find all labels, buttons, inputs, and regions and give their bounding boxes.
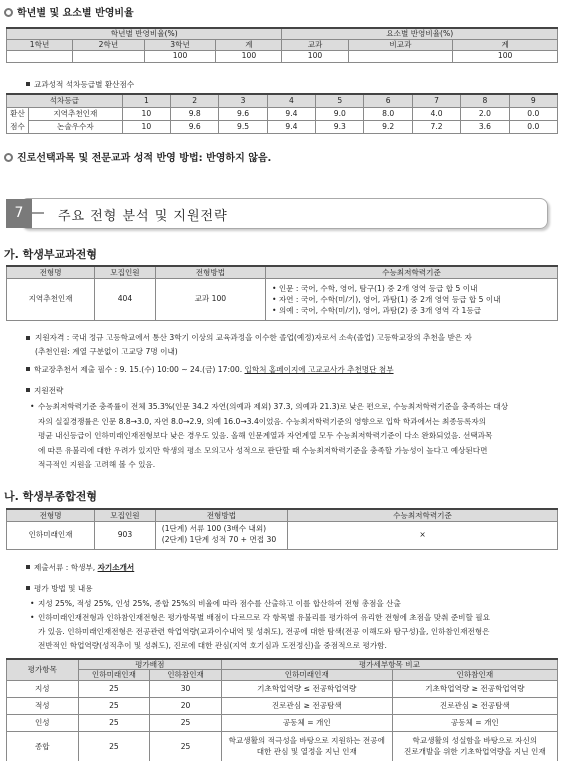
col-nonsubject: 비교과 — [348, 39, 453, 50]
cell: 공동체 = 개인 — [221, 714, 392, 731]
eval-compare-header: 평가세부항목 비교 — [221, 659, 557, 670]
eval-table — [6, 658, 558, 761]
col-2nd-grade: 2학년 — [73, 39, 145, 50]
cell: 25 — [78, 680, 150, 697]
grade-col: 9 — [509, 94, 557, 107]
cell: 7.2 — [412, 120, 460, 133]
cell-line: 학교생활의 성실함을 바탕으로 자신의 — [412, 736, 538, 746]
grade-col: 4 — [267, 94, 315, 107]
grade-col: 7 — [412, 94, 460, 107]
strategy-line: 에 따른 유불리에 대한 우려가 있지만 학생의 평소 모의고사 성적으로 판단할 때 수능최저학력기준을 충족할 가능성이 높다고 예상된다면 — [38, 445, 488, 455]
qual-line-1: 지원자격 : 국내 정규 고등학교에서 통산 3학기 이상의 교육과정을 이수한 졸업(예정)자로서 소속(졸업) 고등학교장의 추천을 받은 자 — [35, 333, 472, 342]
side-label: 점수 — [7, 120, 29, 133]
grade-col: 8 — [461, 94, 509, 107]
criteria-line: • 의예 : 국어, 수학(미/기), 영어, 과탐(2) 중 3개 영역 각 1등급 — [271, 305, 482, 315]
ratio-table-wrap — [6, 27, 558, 63]
eval-points-header: 평가배점 — [78, 659, 221, 670]
cell: 3.6 — [461, 120, 509, 133]
cell: 9.5 — [219, 120, 267, 133]
square-bullet-icon — [26, 586, 30, 590]
sub-header: 인하미래인재 — [78, 670, 150, 680]
ga-deadline: 학교장추천서 제출 필수 : 9. 15.(수) 10:00 ~ 24.(금) 17:00. 입학처 홈페이지에 고교교사가 추천명단 첨부 — [26, 364, 394, 375]
col-3rd-grade: 3학년 — [144, 39, 216, 50]
cell: 100 — [144, 50, 216, 62]
admission-method: 교과 100 — [155, 278, 265, 320]
square-bullet-icon — [26, 565, 30, 569]
criteria-line: • 자연 : 국어, 수학(미/기), 영어, 과탐(1) 중 2개 영역 등급 합 5 이내 — [271, 294, 501, 304]
ring-bullet-icon — [4, 153, 13, 162]
grade-col: 5 — [316, 94, 364, 107]
col-element-total: 계 — [453, 39, 558, 50]
cell: 25 — [150, 731, 222, 761]
cell: 100 — [453, 50, 558, 62]
cell: 25 — [78, 731, 150, 761]
cell: 공동체 = 개인 — [392, 714, 557, 731]
cell: 8.0 — [364, 107, 412, 120]
row-name: 논술우수자 — [29, 120, 123, 133]
cell: 9.2 — [364, 120, 412, 133]
cell: 100 — [282, 50, 348, 62]
ga-strategy-title: 지원전략 — [26, 385, 63, 396]
header-cell: 전형명 — [7, 509, 95, 521]
cell — [73, 50, 145, 62]
cell: 9.3 — [316, 120, 364, 133]
element-ratio-group: 요소별 반영비율(%) — [282, 28, 558, 39]
strategy-line: 평균 내신등급이 인하미래인재전형보다 낮은 경우도 있음. 올해 인문계열과 자연계열 모두 수능최저학력기준이 다소 완화되었음. 선택과목 — [38, 431, 493, 440]
eval-line: 인하미래인재전형과 인하참인재전형은 평가항목별 배점이 다르므로 각 항목별 유불리를 평가하여 유리한 전형에 초점을 맞춰 준비할 필요 — [38, 613, 490, 622]
grade-ratio-group: 학년별 반영비율(%) — [7, 28, 282, 39]
item-name: 지성 — [7, 680, 79, 697]
na-heading: 나. 학생부종합전형 — [4, 490, 98, 503]
header-cell: 모집인원 — [95, 509, 156, 521]
cell — [7, 50, 73, 62]
square-bullet-icon — [26, 367, 30, 371]
cell: 진로관심 ≥ 전공탐색 — [392, 697, 557, 714]
cell: 기초학업역량 ≥ 전공학업역량 — [392, 680, 557, 697]
cell: 2.0 — [461, 107, 509, 120]
ga-table-wrap — [6, 265, 558, 321]
cell: 25 — [150, 714, 222, 731]
col-grade-total: 계 — [216, 39, 282, 50]
ratio-table — [6, 27, 558, 63]
na-table-wrap — [6, 508, 558, 550]
cell: 30 — [150, 680, 222, 697]
item-name: 종합 — [7, 731, 79, 761]
cell: 9.4 — [267, 107, 315, 120]
conversion-table-wrap — [6, 93, 558, 134]
cell-line: 학교생활의 적극성을 바탕으로 지원하는 전공에 — [228, 736, 385, 746]
header-cell: 전형방법 — [155, 509, 287, 521]
cell-line: 대한 관심 및 열정을 지닌 인재 — [256, 747, 357, 757]
cell: 진로관심 ≥ 전공탐색 — [221, 697, 392, 714]
banner-title: 주요 전형 분석 및 지원전략 — [58, 209, 228, 224]
elective-heading: 진로선택과목 및 전문교과 성적 반영 방법: 반영하지 않음. — [4, 149, 271, 164]
cell — [221, 731, 392, 761]
cell: 20 — [150, 697, 222, 714]
admission-count: 903 — [95, 521, 156, 549]
na-documents: 제출서류 : 학생부, 자기소개서 — [26, 562, 134, 573]
eval-line: 전반적인 학업역량(성적추이 및 성취도), 진로에 대한 관심(지역 호기심과 도전정신)을 중점적으로 평가함. — [38, 641, 387, 650]
rank-grade-label: 석차등급 — [7, 94, 123, 107]
cell-line: 진로개발을 위한 기초학업역량을 지닌 인재 — [403, 747, 546, 757]
cell — [348, 50, 453, 62]
sub-header: 인하참인재 — [392, 670, 557, 680]
strategy-line: 자의 실질경쟁률은 인문 8.8→3.0, 자연 8.0→2.9, 의예 16.0→3.4이었음. 수능최저학력기준의 영향으로 입학 학과에서는 최종등록자의 — [38, 416, 487, 426]
admission-name: 인하미래인재 — [7, 521, 95, 549]
admission-name: 지역추천인재 — [7, 278, 95, 320]
cell: 4.0 — [412, 107, 460, 120]
strategy-line: 수능최저학력기준 충족률이 전체 35.3%(인문 34.2 자연(의예과 제외) 37.3, 의예과 21.3)로 낮은 편으로, 수능최저학력기준을 충족하는 대상 — [38, 402, 509, 411]
cell: 9.0 — [316, 107, 364, 120]
cell: 100 — [216, 50, 282, 62]
min-criteria: × — [288, 521, 558, 549]
na-eval-title: 평가 방법 및 내용 — [26, 583, 93, 594]
square-bullet-icon — [26, 388, 30, 392]
grade-col: 3 — [219, 94, 267, 107]
sub-header: 인하미래인재 — [221, 670, 392, 680]
cell: 25 — [78, 714, 150, 731]
cell: 9.8 — [171, 107, 219, 120]
cell — [392, 731, 557, 761]
header-cell: 수능최저학력기준 — [265, 266, 557, 278]
sub-header: 인하참인재 — [150, 670, 222, 680]
header-cell: 전형명 — [7, 266, 95, 278]
criteria-line: • 인문 : 국어, 수학, 영어, 탐구(1) 중 2개 영역 등급 합 5 이내 — [271, 283, 478, 293]
cell: 기초학업역량 ≤ 전공학업역량 — [221, 680, 392, 697]
cell: 0.0 — [509, 107, 557, 120]
cell: 9.6 — [171, 120, 219, 133]
method-line: (2단계) 1단계 성적 70 + 면접 30 — [161, 535, 277, 544]
header-cell: 수능최저학력기준 — [288, 509, 558, 521]
dot-bullet: • — [30, 613, 35, 622]
grade-col: 2 — [171, 94, 219, 107]
admission-method — [155, 521, 287, 549]
strategy-line: 적극적인 지원을 고려해 볼 수 있음. — [38, 460, 156, 469]
na-eval-body — [30, 597, 558, 653]
grade-ratio-heading: 학년별 및 요소별 반영비율 — [4, 4, 134, 19]
cell: 25 — [78, 697, 150, 714]
header-cell: 모집인원 — [95, 266, 156, 278]
col-1st-grade: 1학년 — [7, 39, 73, 50]
cell: 10 — [122, 120, 170, 133]
item-name: 인성 — [7, 714, 79, 731]
banner-number: 7 — [6, 199, 32, 228]
admission-count: 404 — [95, 278, 156, 320]
ga-table — [6, 265, 558, 321]
cell: 10 — [122, 107, 170, 120]
ga-strategy-body — [30, 400, 558, 473]
method-line: (1단계) 서류 100 (3배수 내외) — [161, 524, 267, 534]
ga-qualification — [26, 331, 556, 359]
dot-bullet: • — [30, 599, 35, 608]
banner-connector — [32, 212, 44, 214]
eval-table-wrap — [6, 658, 558, 761]
na-table — [6, 508, 558, 550]
eval-item: • 지성 25%, 적성 25%, 인성 25%, 종합 25%의 비율에 따라 점수를 산출하고 이를 합산하여 전형 총점을 산출 — [30, 597, 558, 611]
square-bullet-icon — [26, 82, 30, 86]
eval-item-header: 평가항목 — [7, 659, 79, 680]
square-bullet-icon — [26, 336, 30, 340]
ring-bullet-icon — [4, 8, 13, 17]
dot-bullet: • — [30, 402, 35, 411]
conversion-table — [6, 93, 558, 134]
ga-heading: 가. 학생부교과전형 — [4, 248, 98, 261]
eval-line: 가 있음. 인하미래인재전형은 전공관련 학업역량(교과이수내역 및 성취도), 전공에 대한 탐색(전공 이해도와 탐구성)을, 인하참인재전형은 — [38, 627, 490, 636]
section-banner — [6, 198, 558, 229]
header-cell: 전형방법 — [155, 266, 265, 278]
side-label: 환산 — [7, 107, 29, 120]
row-name: 지역추천인재 — [29, 107, 123, 120]
grade-col: 6 — [364, 94, 412, 107]
conversion-note: 교과성적 석차등급별 환산점수 — [26, 79, 134, 90]
cell: 0.0 — [509, 120, 557, 133]
cell: 9.4 — [267, 120, 315, 133]
item-name: 적성 — [7, 697, 79, 714]
qual-line-2: (추천인원: 계열 구분없이 고교당 7명 이내) — [35, 347, 178, 356]
eval-item — [30, 611, 558, 653]
grade-col: 1 — [122, 94, 170, 107]
col-subject: 교과 — [282, 39, 348, 50]
min-criteria — [265, 278, 557, 320]
cell: 9.6 — [219, 107, 267, 120]
